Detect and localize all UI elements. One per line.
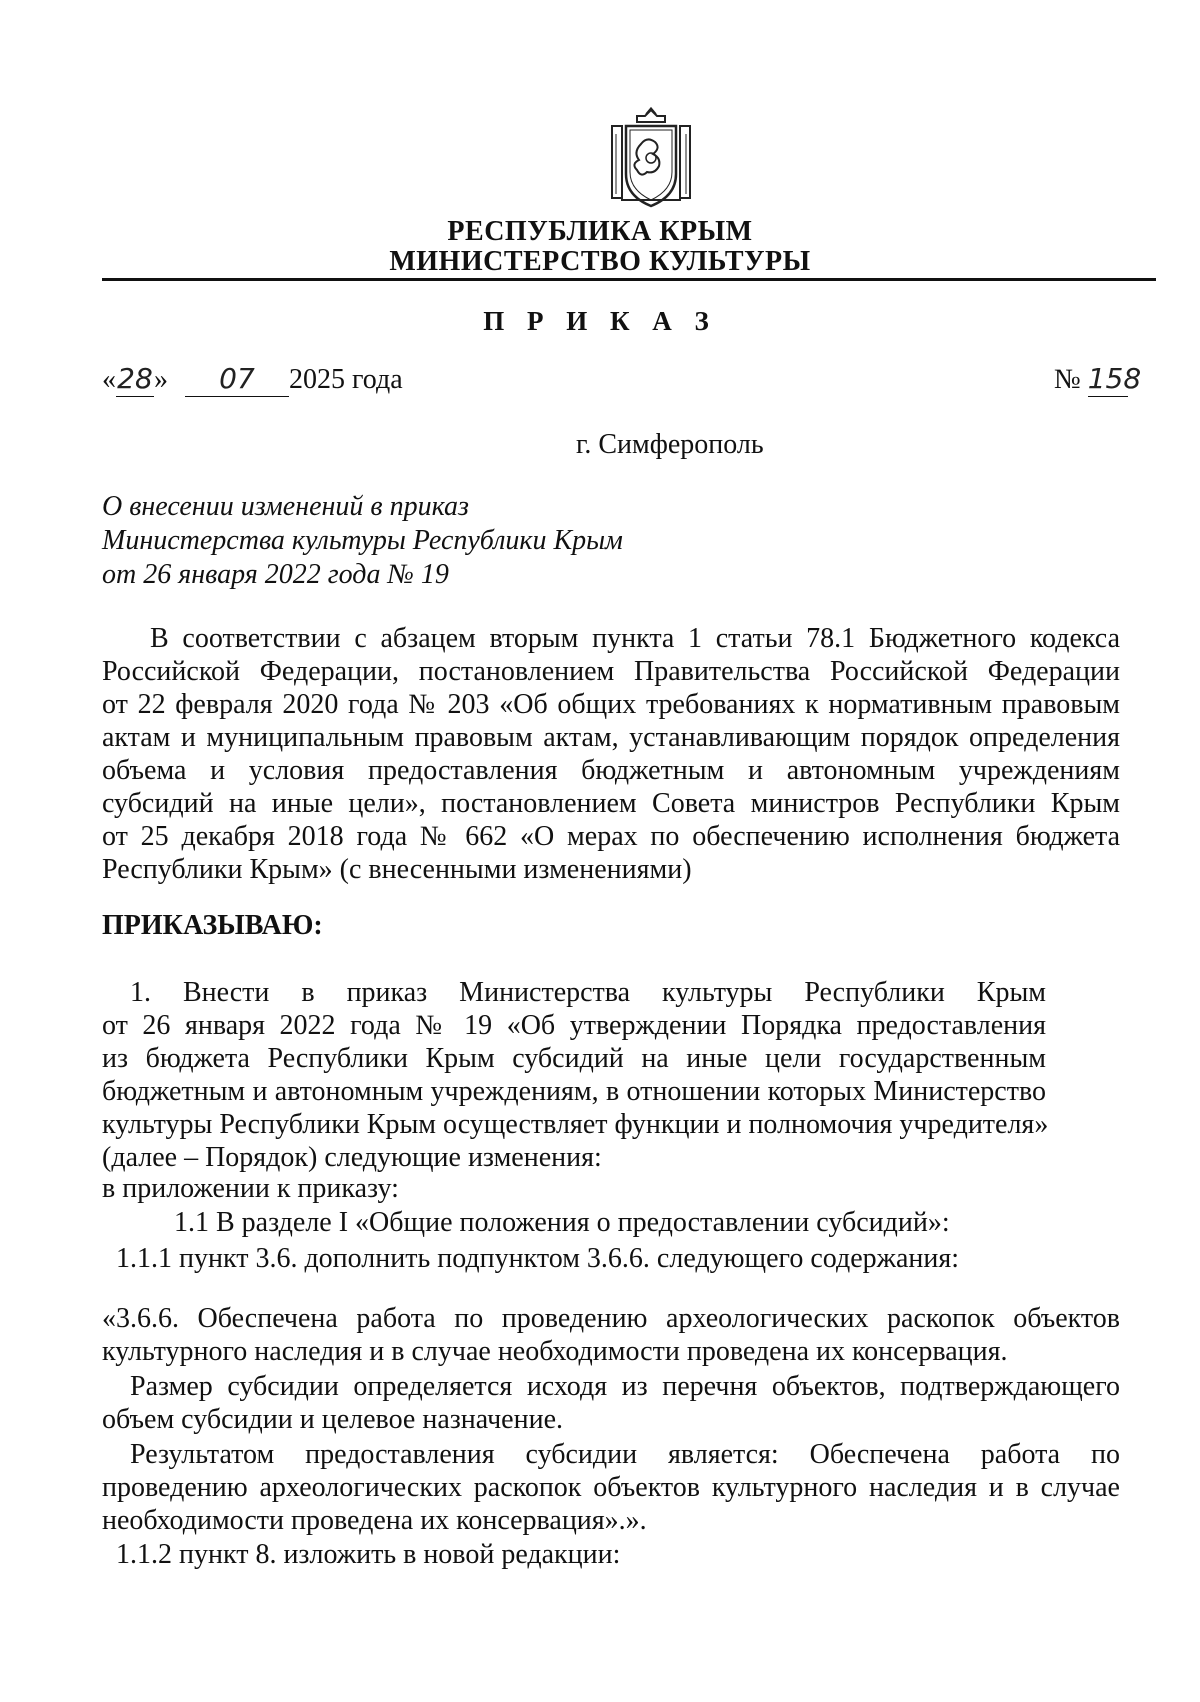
paragraph-line: проведению археологических раскопок объектов культурного наследия и в случае	[102, 1472, 1120, 1503]
city: г. Симферополь	[576, 429, 764, 460]
appendix-line: в приложении к приказу:	[102, 1173, 399, 1204]
paragraph-line: культуры Республики Крым осуществляет функции и полномочия учредителя»	[102, 1109, 1049, 1140]
order-number-label: №	[1054, 364, 1081, 395]
subsidy-size-paragraph	[102, 1370, 1120, 1436]
paragraph-line: Российской Федерации, постановлением Правительства Российской Федерации	[102, 656, 1120, 687]
subject-line: от 26 января 2022 года № 19	[102, 559, 449, 590]
ministry-name: МИНИСТЕРСТВО КУЛЬТУРЫ	[389, 246, 811, 277]
subitem-1-1: 1.1 В разделе I «Общие положения о предоставлении субсидий»:	[174, 1207, 950, 1238]
paragraph-line: актам и муниципальным правовым актам, устанавливающим порядок определения	[102, 722, 1120, 753]
paragraph-line: культурного наследия и в случае необходимости проведена их консервация.	[102, 1336, 1008, 1367]
subject-line: Министерства культуры Республики Крым	[102, 525, 623, 556]
republic-name: РЕСПУБЛИКА КРЫМ	[447, 216, 753, 247]
paragraph-line: 1. Внести в приказ Министерства культуры Республики Крым	[130, 977, 1046, 1008]
date-line	[102, 362, 403, 397]
date-year: 2025 года	[289, 364, 403, 395]
paragraph-line: из бюджета Республики Крым субсидий на иные цели государственным	[102, 1043, 1046, 1074]
paragraph-line: «3.6.6. Обеспечена работа по проведению археологических раскопок объектов	[102, 1303, 1120, 1334]
quote-paragraph	[102, 1302, 1120, 1368]
paragraph-line: необходимости проведена их консервация».».	[102, 1505, 647, 1536]
paragraph-line: объем субсидии и целевое назначение.	[102, 1404, 564, 1435]
paragraph-line: субсидий на иные цели», постановлением Совета министров Республики Крым	[102, 788, 1120, 819]
subitem-1-1-1: 1.1.1 пункт 3.6. дополнить подпунктом 3.6.6. следующего содержания:	[116, 1243, 960, 1274]
result-paragraph	[102, 1438, 1120, 1537]
paragraph-line: В соответствии с абзацем вторым пункта 1 статьи 78.1 Бюджетного кодекса	[150, 623, 1120, 654]
header-divider	[102, 278, 1156, 281]
date-open-quote: «	[102, 364, 116, 395]
paragraph-line: объема и условия предоставления бюджетным и автономным учреждениям	[102, 755, 1120, 786]
order-subject	[102, 490, 623, 592]
item-1-paragraph	[102, 976, 1120, 1174]
date-day: 28	[117, 362, 153, 395]
paragraph-line: Республики Крым» (с внесенными изменениями)	[102, 854, 692, 885]
preamble-paragraph	[102, 622, 1120, 886]
order-number-value: 158	[1087, 362, 1142, 395]
paragraph-line: бюджетным и автономным учреждениям, в отношении которых Министерство	[102, 1076, 1046, 1107]
paragraph-line: (далее – Порядок) следующие изменения:	[102, 1142, 602, 1173]
order-heading: ПРИКАЗЫВАЮ:	[102, 910, 323, 941]
order-number	[1054, 362, 1142, 397]
paragraph-line: Размер субсидии определяется исходя из перечня объектов, подтверждающего	[130, 1371, 1120, 1402]
coat-of-arms-emblem	[606, 104, 696, 214]
paragraph-line: от 22 февраля 2020 года № 203 «Об общих требованиях к нормативным правовым	[102, 689, 1120, 720]
date-close-quote: »	[154, 364, 168, 395]
paragraph-line: Результатом предоставления субсидии является: Обеспечена работа по	[130, 1439, 1120, 1470]
paragraph-line: от 25 декабря 2018 года № 662 «О мерах по обеспечению исполнения бюджета	[102, 821, 1120, 852]
subitem-1-1-2: 1.1.2 пункт 8. изложить в новой редакции:	[116, 1539, 621, 1570]
document-type-title: П Р И К А З	[483, 306, 717, 336]
paragraph-line: от 26 января 2022 года № 19 «Об утверждении Порядка предоставления	[102, 1010, 1046, 1041]
date-month: 07	[185, 362, 289, 397]
subject-line: О внесении изменений в приказ	[102, 491, 469, 522]
